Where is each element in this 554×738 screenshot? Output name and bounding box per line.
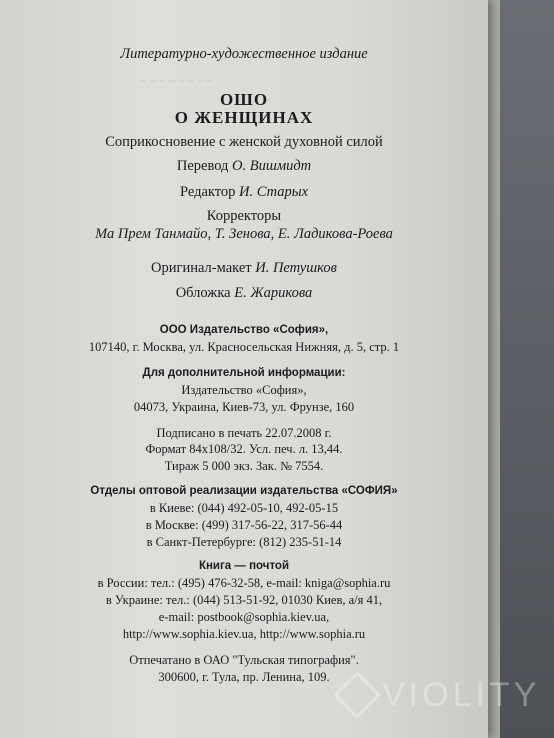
- editor-name: И. Старых: [239, 184, 309, 200]
- print-format: Формат 84x108/32. Усл. печ. л. 13,44.: [145, 442, 343, 456]
- cover-label: Обложка: [175, 285, 231, 301]
- print-signed: Подписано в печать 22.07.2008 г.: [156, 426, 332, 440]
- correctors-label: Корректоры: [206, 208, 282, 224]
- cover-name: Е. Жарикова: [234, 285, 313, 301]
- wholesale-spb: в Санкт-Петербурге: (812) 235-51-14: [146, 535, 342, 549]
- watermark-text: VIOLITY: [382, 675, 541, 714]
- printer-line1: Отпечатано в ОАО "Тульская типография".: [129, 653, 359, 667]
- mail-ukraine: в Украине: тел.: (044) 513-51-92, 01030 Киев, а/я 41,: [105, 593, 383, 607]
- layout-name: И. Петушков: [255, 260, 337, 276]
- print-run: Тираж 5 000 экз. Зак. № 7554.: [164, 459, 324, 473]
- mail-email: e-mail: postbook@sophia.kiev.ua,: [158, 610, 330, 624]
- mail-heading: Книга — почтой: [198, 560, 290, 572]
- translation-line: [0, 158, 488, 175]
- book-subtitle: Соприкосновение с женской духовной силой: [105, 134, 383, 150]
- mail-sites: http://www.sophia.kiev.ua, http://www.sophia.ru: [122, 627, 366, 641]
- editor-label: Редактор: [179, 184, 236, 200]
- mail-russia: в России: тел.: (495) 476-32-58, e-mail: kniga@sophia.ru: [97, 576, 391, 590]
- book-title: О ЖЕНЩИНАХ: [174, 108, 314, 127]
- printer-line2: 300600, г. Тула, пр. Ленина, 109.: [158, 670, 330, 684]
- wholesale-heading: Отделы оптовой реализации издательства «СОФИЯ»: [90, 485, 398, 497]
- wholesale-kiev: в Киеве: (044) 492-05-10, 492-05-15: [149, 501, 339, 515]
- info-address: 04073, Украина, Киев-73, ул. Фрунзе, 160: [133, 400, 355, 414]
- translator-name: О. Вишмидт: [232, 158, 312, 174]
- info-heading: Для дополнительной информации:: [142, 367, 346, 379]
- info-name: Издательство «София»,: [181, 383, 307, 397]
- publisher-address: 107140, г. Москва, ул. Красносельская Нижняя, д. 5, стр. 1: [88, 340, 400, 354]
- watermark: [340, 670, 554, 720]
- layout-label: Оригинал-макет: [151, 260, 252, 276]
- book-author: ОШО: [219, 90, 269, 109]
- show-through-text: ~ ~ ~ ~ ~ ~ ~ ~: [140, 74, 213, 88]
- wholesale-moscow: в Москве: (499) 317-56-22, 317-56-44: [145, 518, 343, 532]
- layout-line: [0, 260, 488, 277]
- editor-line: [0, 184, 488, 201]
- edition-type: Литературно-художественное издание: [120, 46, 368, 62]
- correctors-names: Ма Прем Танмайо, Т. Зенова, Е. Ладикова-Роева: [95, 226, 393, 242]
- publisher-name: ООО Издательство «София»,: [159, 324, 329, 336]
- translation-label: Перевод: [176, 158, 229, 174]
- violity-logo-icon: [333, 671, 381, 719]
- cover-line: [0, 285, 488, 302]
